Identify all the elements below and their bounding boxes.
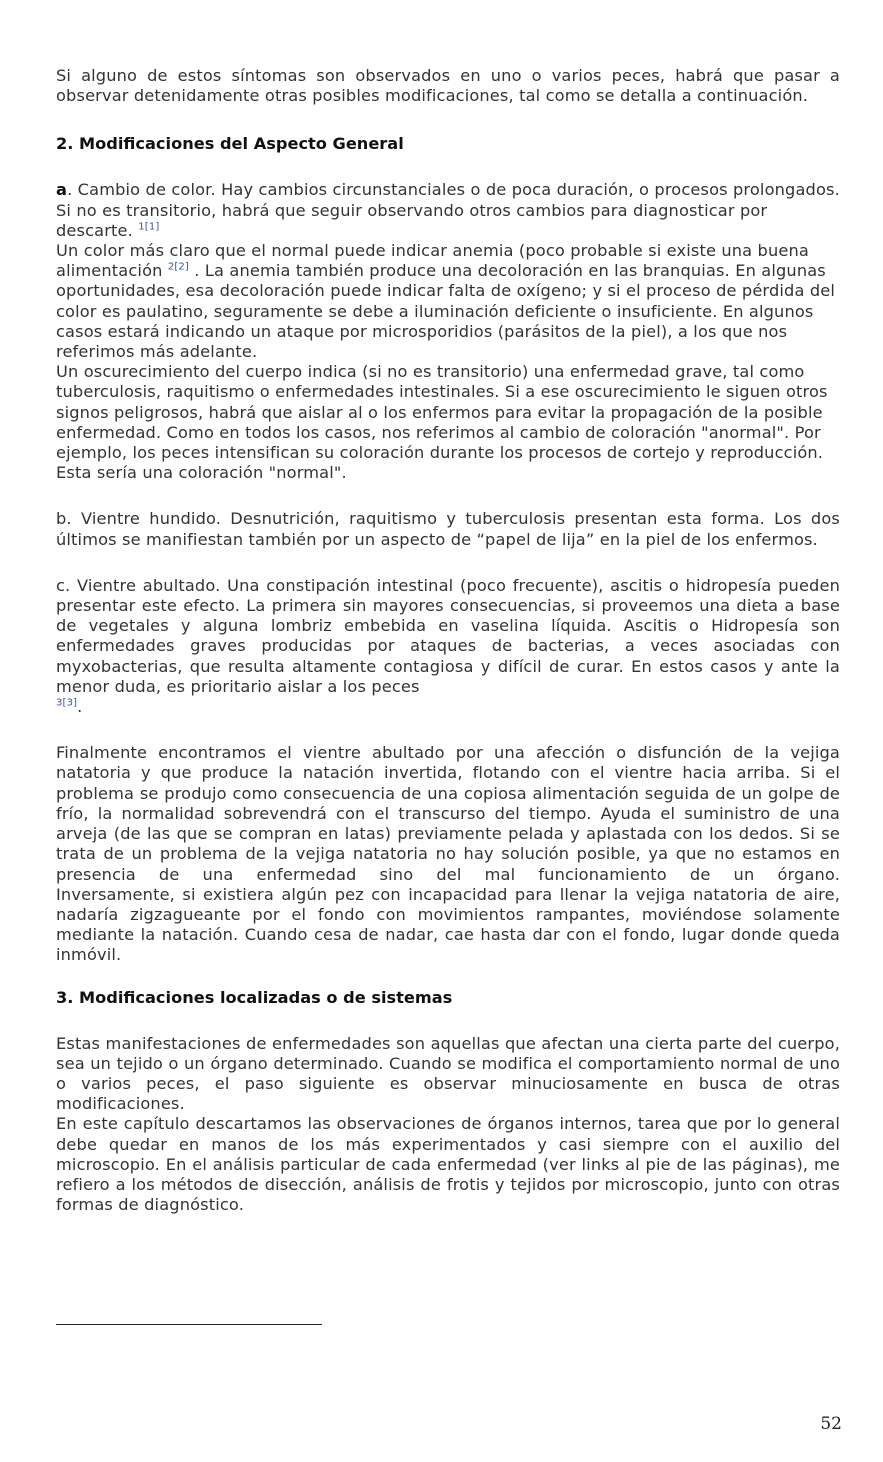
paragraph-c-text: c. Vientre abultado. Una constipación intestinal (poco frecuente), ascitis o hidropesía pueden presentar este efecto. La primera sin mayores consecuencias, si proveemos una dieta a base de vegetales y alguna lombriz embebida en vaselina líquida. Ascitis o Hidropesía son enfermedades graves producidas por ataques de bacterias, a veces asociadas con myxobacterias, que resulta altamente contagiosa y difícil de curar. En estos casos y ante la menor duda, es prioritario aislar a los peces [56,575,840,696]
footnote-ref-1[interactable]: 1[1] [138,221,160,233]
footnote-ref-2[interactable]: 2[2] [167,261,189,273]
paragraph-final-2: Inversamente, si existiera algún pez con incapacidad para llenar la vejiga natatoria de aire, nadaría zigzagueante por el fondo con movimientos rampantes, moviéndose solamente mediante la natación. Cuando cesa de nadar, cae hasta dar con el fondo, lugar donde queda inmóvil. [56,884,840,965]
paragraph-a-anemia [56,241,840,362]
section-3-paragraph-2: En este capítulo descartamos las observaciones de órganos internos, tarea que por lo general debe quedar en manos de los más experimentados y casi siempre con el auxilio del microscopio. En el análisis particular de cada enfermedad (ver links al pie de las páginas), me refiero a los métodos de disección, análisis de frotis y tejidos por microscopio, junto con otras formas de diagnóstico. [56,1114,840,1215]
page-number: 52 [820,1414,842,1434]
section-3-heading: 3. Modificaciones localizadas o de sistemas [56,987,453,1007]
paragraph-b: b. Vientre hundido. Desnutrición, raquitismo y tuberculosis presentan esta forma. Los dos últimos se manifiestan también por un aspecto de “papel de lija” en la piel de los enfermos. [56,509,840,549]
intro-paragraph: Si alguno de estos síntomas son observados en uno o varios peces, habrá que pasar a observar detenidamente otras posibles modificaciones, tal como se detalla a continuación. [56,66,840,106]
section-3-paragraph: Estas manifestaciones de enfermedades son aquellas que afectan una cierta parte del cuerpo, sea un tejido o un órgano determinado. Cuando se modifica el comportamiento normal de uno o varios peces, el paso siguiente es observar minuciosamente en busca de otras modificaciones. [56,1033,840,1114]
footnote-ref-3[interactable]: 3[3] [56,697,78,709]
paragraph-a-darkening: Un oscurecimiento del cuerpo indica (si no es transitorio) una enfermedad grave, tal como tuberculosis, raquitismo o enfermedades intestinales. Si a ese oscurecimiento le siguen otros signos peligrosos, habrá que aislar al o los enfermos para evitar la propagación de la posible enfermedad. Como en todos los casos, nos referimos al cambio de coloración "anormal". Por ejemplo, los peces intensifican su coloración durante los procesos de cortejo y reproducción. Esta sería una coloración "normal". [56,362,828,483]
section-2-heading: 2. Modificaciones del Aspecto General [56,134,404,154]
paragraph-c [56,576,840,717]
paragraph-final: Finalmente encontramos el vientre abultado por una afección o disfunción de la vejiga natatoria y que produce la natación invertida, flotando con el vientre hacia arriba. Si el problema se produjo como consecuencia de una copiosa alimentación seguida de un golpe de frío, la normalidad sobrevendrá con el transcurso del tiempo. Ayuda el suministro de una arveja (de las que se compran en latas) previamente pelada y aplastada con los dedos. Si se trata de un problema de la vejiga natatoria no hay solución posible, ya que no estamos en presencia de una enfermedad sino del mal funcionamiento de un órgano. [56,743,840,884]
footnote-separator [56,1324,322,1325]
paragraph-a-text: . Cambio de color. Hay cambios circunstanciales o de poca duración, o procesos prolongados. Si no es transitorio, habrá que seguir observando otros cambios para diagnosticar por descarte. [56,180,840,240]
paragraph-a [56,180,840,241]
anemia-text-2: . La anemia también produce una decoloración en las branquias. En algunas oportunidades, esa decoloración puede indicar falta de oxígeno; y si el proceso de pérdida del color es paulatino, seguramente se debe a iluminación deficiente o insuficiente. En algunos casos estará indicando un ataque por microsporidios (parásitos de la piel), a los que nos referimos más adelante. [56,261,835,362]
anemia-text: Un color más claro que el normal puede indicar anemia (poco probable si existe una buena alimentación [56,241,809,281]
item-a-label: a [56,180,68,200]
paragraph-c-end: . [77,697,83,717]
document-body [56,66,840,1215]
